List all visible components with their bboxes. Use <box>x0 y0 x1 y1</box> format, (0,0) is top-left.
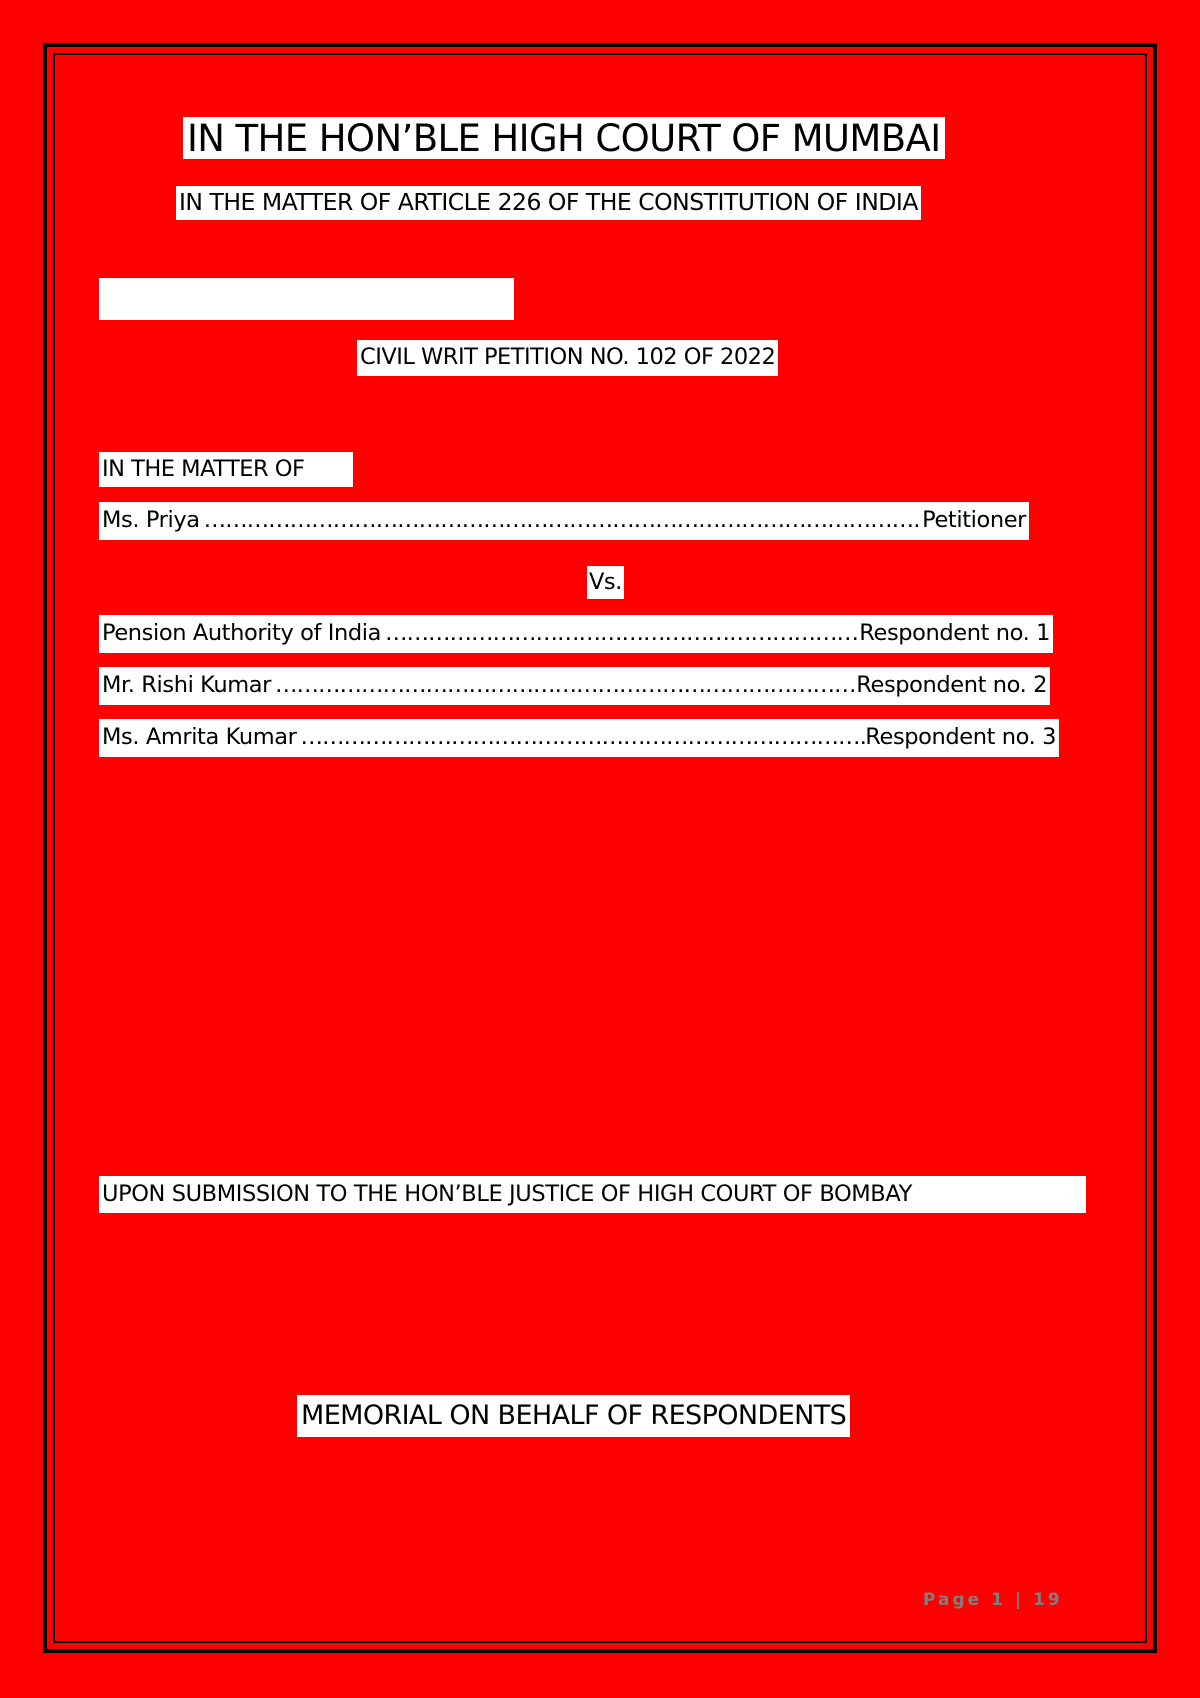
respondent-line <box>99 667 1050 705</box>
matter-heading: IN THE MATTER OF <box>99 452 353 487</box>
redacted-block <box>99 278 514 320</box>
respondent-role: Respondent no. 3 <box>865 724 1056 750</box>
petitioner-role: Petitioner <box>922 507 1026 533</box>
page-total: 19 <box>1033 1590 1063 1610</box>
respondent-line <box>99 719 1059 757</box>
respondent-role: Respondent no. 1 <box>859 620 1050 646</box>
dot-leader <box>381 622 859 653</box>
respondent-name: Ms. Amrita Kumar <box>102 724 297 750</box>
respondent-line <box>99 615 1053 653</box>
court-title: IN THE HON’BLE HIGH COURT OF MUMBAI <box>183 117 945 159</box>
page-number <box>923 1590 1063 1610</box>
respondent-name: Mr. Rishi Kumar <box>102 672 272 698</box>
matter-article-subtitle: IN THE MATTER OF ARTICLE 226 OF THE CONSTITUTION OF INDIA <box>176 186 921 220</box>
page-current: 1 <box>991 1590 1006 1610</box>
page-separator: | <box>1014 1590 1025 1610</box>
respondent-name: Pension Authority of India <box>102 620 381 646</box>
respondent-role: Respondent no. 2 <box>856 672 1047 698</box>
dot-leader <box>271 674 856 705</box>
petitioner-line <box>99 502 1029 540</box>
petitioner-name: Ms. Priya <box>102 507 200 533</box>
memorial-title: MEMORIAL ON BEHALF OF RESPONDENTS <box>297 1395 850 1437</box>
dot-leader <box>296 726 865 757</box>
dot-leader <box>200 509 923 540</box>
petition-number: CIVIL WRIT PETITION NO. 102 OF 2022 <box>357 340 778 376</box>
versus-label: Vs. <box>587 566 624 599</box>
submission-line: UPON SUBMISSION TO THE HON’BLE JUSTICE OF HIGH COURT OF BOMBAY <box>99 1176 1086 1213</box>
page-label: Page <box>923 1590 983 1610</box>
